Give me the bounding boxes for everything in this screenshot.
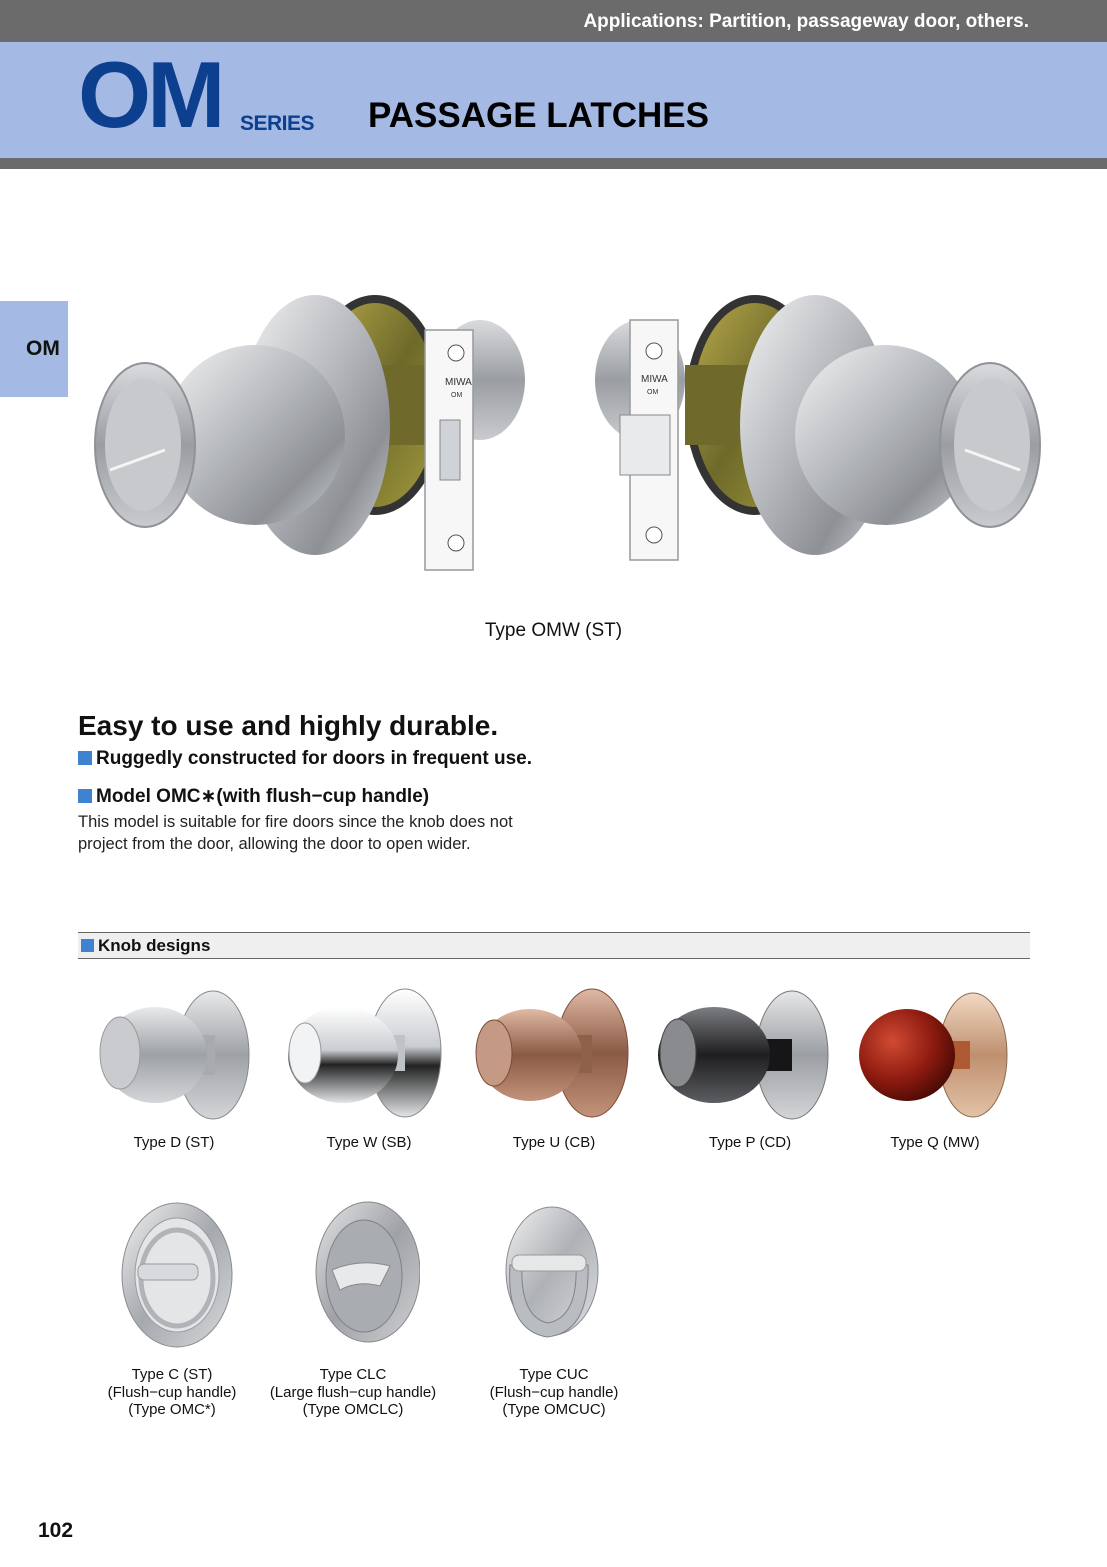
handle-label-type-clc-line-1: Type CLC xyxy=(319,1366,387,1383)
knob-image-type-u xyxy=(470,985,630,1125)
handle-label-type-c-line-3: (Type OMC*) xyxy=(128,1401,216,1418)
blue-square-icon xyxy=(78,751,92,765)
header-divider xyxy=(0,158,1107,169)
handle-label-type-c-line-2: (Flush−cup handle) xyxy=(107,1383,237,1401)
feature-bullet-1-text: Ruggedly constructed for doors in frequent use. xyxy=(96,748,532,769)
feature-bullet-1 xyxy=(78,748,532,770)
page-number: 102 xyxy=(38,1519,74,1542)
knob-image-type-w xyxy=(283,985,443,1125)
knob-label-type-w: Type W (SB) xyxy=(326,1134,412,1151)
handle-label-type-c-line-1: Type C (ST) xyxy=(131,1366,213,1383)
latch-brand-left: MIWA xyxy=(445,377,472,388)
knob-label-type-d: Type D (ST) xyxy=(133,1134,215,1151)
passage-latch-illustration xyxy=(85,285,1045,585)
feature-bullet-2 xyxy=(78,785,429,808)
blue-square-icon xyxy=(81,939,94,952)
knob-label-type-u: Type U (CB) xyxy=(512,1134,596,1151)
latch-model-left: OM xyxy=(451,392,463,399)
applications-text: Applications: Partition, passageway door, others. xyxy=(583,11,1029,32)
handle-label-type-cuc-line-2: (Flush−cup handle) xyxy=(489,1383,619,1401)
handle-image-type-cuc xyxy=(492,1205,602,1345)
knob-label-type-p: Type P (CD) xyxy=(708,1134,792,1151)
handle-label-type-cuc xyxy=(464,1366,644,1419)
series-word: SERIES xyxy=(240,112,315,135)
feature-bullet-2-text: Model OMC∗(with flush−cup handle) xyxy=(96,786,430,807)
blue-square-icon xyxy=(78,789,92,803)
knob-image-type-p xyxy=(652,985,832,1125)
handle-label-type-c xyxy=(82,1366,262,1419)
description-line-2: project from the door, allowing the door to open wider. xyxy=(78,835,471,853)
feature-description xyxy=(78,811,548,855)
handle-label-type-clc xyxy=(263,1366,443,1419)
knob-designs-title: Knob designs xyxy=(98,936,211,955)
knob-label-type-q: Type Q (MW) xyxy=(890,1134,980,1151)
side-index-tab xyxy=(0,301,68,397)
handle-label-type-cuc-line-1: Type CUC xyxy=(519,1366,589,1383)
latch-brand-right: MIWA xyxy=(641,374,668,385)
description-line-1: This model is suitable for fire doors since the knob does not xyxy=(78,813,513,831)
top-bar xyxy=(0,0,1107,42)
page-title: PASSAGE LATCHES xyxy=(368,96,709,135)
handle-image-type-c xyxy=(118,1200,236,1350)
latch-model-right: OM xyxy=(647,389,659,396)
side-tab-label: OM xyxy=(26,337,60,360)
handle-label-type-clc-line-2: (Large flush−cup handle) xyxy=(269,1383,437,1401)
series-code: OM xyxy=(78,42,222,147)
knob-image-type-d xyxy=(95,985,255,1125)
hero-product-image xyxy=(85,285,1045,585)
handle-label-type-clc-line-3: (Type OMCLC) xyxy=(302,1401,404,1418)
knob-image-type-q xyxy=(855,985,1015,1125)
knob-designs-section-header xyxy=(78,932,1030,959)
handle-image-type-clc xyxy=(310,1200,420,1350)
features-headline: Easy to use and highly durable. xyxy=(78,710,499,741)
handle-label-type-cuc-line-3: (Type OMCUC) xyxy=(502,1401,606,1418)
hero-caption: Type OMW (ST) xyxy=(484,620,623,641)
